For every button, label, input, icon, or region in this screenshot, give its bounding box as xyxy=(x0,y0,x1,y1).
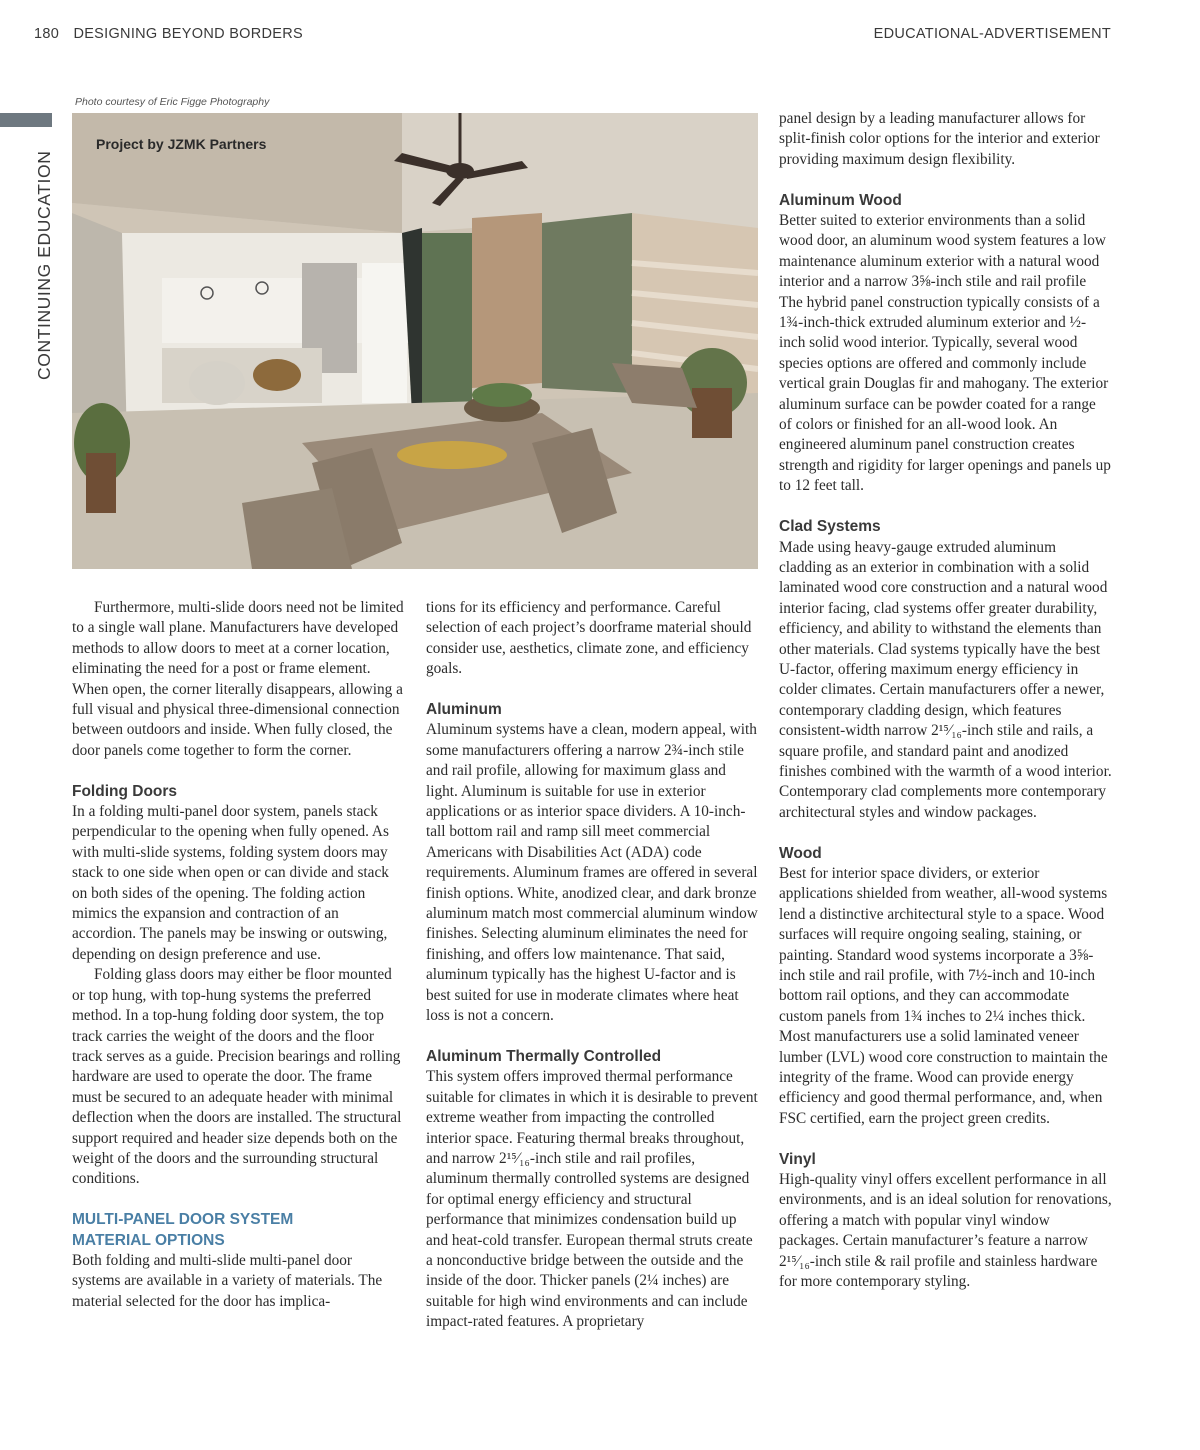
heading-aluminum-wood: Aluminum Wood xyxy=(779,191,902,209)
text-column-1 xyxy=(72,598,404,1312)
heading-aluminum-thermally-controlled: Aluminum Thermally Controlled xyxy=(426,1047,662,1065)
text-column-3 xyxy=(779,109,1112,1293)
heading-folding-doors: Folding Doors xyxy=(72,782,178,800)
patio-photo xyxy=(72,113,758,569)
heading-clad-systems: Clad Systems xyxy=(779,518,881,536)
text-column-2 xyxy=(426,598,758,1333)
paragraph-clad-systems: Made using heavy-gauge extruded aluminum cladding as an exterior in combination with a solid laminated wood core construction and a natural wood interior facing, clad systems offer greater durability, efficiency, and ability to withstand the elements than other materials. Clad systems typically have the best U-factor, offering maximum energy efficiency in colder climates. Certain manufacturers offer a newer, contemporary cladding design, which features consistent-width narrow 2¹⁵⁄₁₆-inch stile and rails, a square profile, and standard paint and anodized finishes combined with the warmth of a wood interior. Contemporary clad complements more contemporary architectural styles and window packages. xyxy=(779,538,1112,821)
paragraph-aluminum: Aluminum systems have a clean, modern appeal, with some manufacturers offering a narrow 2¾-inch stile and rail profile, allowing for maximum glass and light. Aluminum is suitable for use in exterior applications or as interior space dividers. A 10-inch-tall bottom rail and ramp sill meet commercial Americans with Disabilities Act (ADA) code requirements. Aluminum frames are offered in several finish options. White, anodized clear, and dark bronze aluminum match most commercial aluminum window finishes. Selecting aluminum eliminates the need for finishing, and offers low maintenance. That said, aluminum typically has the highest U-factor and is best suited for use in moderate climates where heat loss is not a concern. xyxy=(426,721,758,1025)
paragraph-materials-cont: tions for its efficiency and performance. Careful selection of each project’s doorframe material should consider use, aesthetics, climate zone, and efficiency goals. xyxy=(426,599,752,678)
paragraph-corner-doors: Furthermore, multi-slide doors need not be limited to a single wall plane. Manufacturers have developed methods to allow doors to meet at a corner location, eliminating the need for a post or frame element. When open, the corner literally disappears, allowing a full visual and physical three-dimensional connection between outdoors and inside. When fully closed, the door panels come together to form the corner. xyxy=(72,599,404,759)
side-tab-bar xyxy=(0,113,52,127)
heading-material-options-line-1: MULTI-PANEL DOOR SYSTEM xyxy=(72,1211,294,1229)
book-title: DESIGNING BEYOND BORDERS xyxy=(73,26,304,42)
patio-photo-illustration xyxy=(72,113,758,569)
paragraph-vinyl: High-quality vinyl offers excellent performance in all environments, and is an ideal solution for renovations, offering a match with popular vinyl window packages. Certain manufacturer’s feature a narrow 2¹⁵⁄₁₆-inch stile & rail profile and stainless hardware for more contemporary styling. xyxy=(779,1171,1112,1291)
heading-vinyl: Vinyl xyxy=(779,1150,816,1168)
paragraph-folding-glass: Folding glass doors may either be floor mounted or top hung, with top-hung systems the preferred method. In a top-hung folding door system, the top track carries the weight of the doors and the floor track serves as a guide. Precision bearings and rolling hardware are used to operate the door. The frame must be secured to an adequate header with minimal deflection when the doors are installed. The structural support required and header size depends both on the weight of the doors and the surrounding structural conditions. xyxy=(72,966,402,1188)
side-tab-label: CONTINUING EDUCATION xyxy=(34,150,54,380)
heading-wood: Wood xyxy=(779,844,822,862)
paragraph-aluminum-thermal: This system offers improved thermal performance suitable for climates in which it is desirable to prevent extreme weather from impacting the controlled interior space. Featuring thermal breaks throughout, and narrow 2¹⁵⁄₁₆-inch stile and rail profiles, aluminum thermally controlled systems are designed for optimal energy efficiency and structural performance that minimizes condensation build up and heat-cold transfer. European thermal struts create a nonconductive bridge between the outside and the inside of the door. Thicker panels (2¼ inches) are suitable for high wind environments and can include impact-rated features. A proprietary xyxy=(426,1068,758,1331)
heading-aluminum: Aluminum xyxy=(426,701,502,719)
paragraph-wood: Best for interior space dividers, or exterior applications shielded from weather, all-wood systems lend a distinctive architectural style to a space. Wood surfaces will require ongoing sealing, staining, or painting. Standard wood systems incorporate a 3⅝-inch stile and rail profile, with 7½-inch and 10-inch bottom rail options, and they can accommodate custom panels from 1¾ inches to 2¼ inches thick. Most manufacturers use a solid laminated veneer lumber (LVL) wood core construction to maintain the integrity of the frame. Wood can provide energy efficiency and good thermal performance, and, when FSC certified, earn the project green credits. xyxy=(779,864,1108,1127)
heading-material-options-line-2: MATERIAL OPTIONS xyxy=(72,1231,225,1249)
photo-credit: Photo courtesy of Eric Figge Photography xyxy=(75,96,270,108)
paragraph-aluminum-wood: Better suited to exterior environments than a solid wood door, an aluminum wood system features a low maintenance aluminum exterior with a natural wood interior and a narrow 3⅝-inch stile and rail profile The hybrid panel construction typically consists of a 1¾-inch-thick extruded aluminum exterior and ½-inch solid wood interior. Typically, several wood species options are offered and commonly include vertical grain Douglas fir and mahogany. The exterior aluminum surface can be powder coated for a range of colors or finished for an all-wood look. An engineered aluminum panel construction creates strength and rigidity for larger openings and panels up to 12 feet tall. xyxy=(779,212,1111,495)
paragraph-materials-intro: Both folding and multi-slide multi-panel door systems are available in a variety of materials. The material selected for the door has implica- xyxy=(72,1251,383,1310)
heading-material-options xyxy=(72,1210,404,1251)
page-number: 180 xyxy=(34,26,60,42)
running-header-left xyxy=(34,26,303,42)
photo-caption: Project by JZMK Partners xyxy=(96,136,267,152)
paragraph-folding-system: In a folding multi-panel door system, panels stack perpendicular to the opening when fully opened. As with multi-slide systems, folding system doors may stack to one side when open or can divide and stack on both sides of the opening. The folding action mimics the expansion and contraction of an accordion. The panels may be inswing or outswing, depending on design preference and use. xyxy=(72,803,389,963)
paragraph-split-finish: panel design by a leading manufacturer allows for split-finish color options for the interior and exterior providing maximum design flexibility. xyxy=(779,110,1100,168)
section-label: EDUCATIONAL-ADVERTISEMENT xyxy=(873,26,1111,42)
